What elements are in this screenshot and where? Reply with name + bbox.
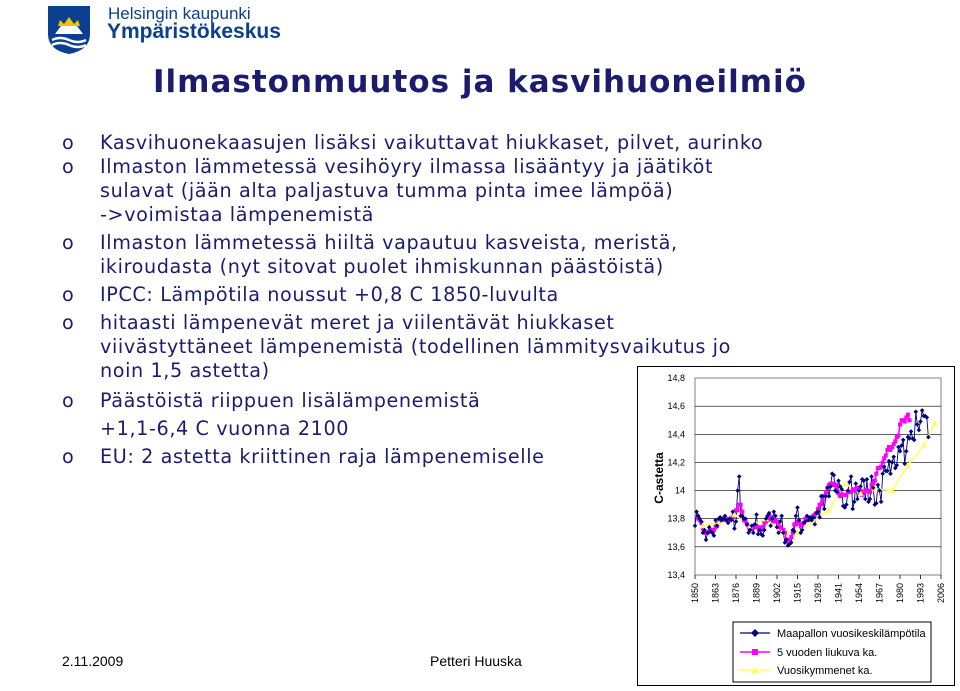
x-tick-label: 1889 — [751, 583, 762, 604]
bullet-line: ikiroudasta (nyt sitovat puolet ihmiskunnan päästöistä) — [100, 255, 664, 278]
bullet-marker: o — [62, 131, 75, 154]
legend-label-moving-average: 5 vuoden liukuva ka. — [777, 647, 878, 659]
moving-average-point — [821, 498, 825, 502]
x-tick-label: 1876 — [731, 583, 741, 604]
x-tick-label: 1967 — [874, 583, 885, 604]
y-axis-label: C-astetta — [652, 452, 666, 504]
legend-label-decadal: Vuosikymmenet ka. — [777, 665, 873, 677]
plot-area — [695, 378, 941, 575]
y-tick-label: 14,6 — [667, 401, 685, 412]
y-tick-label: 13,4 — [667, 570, 685, 580]
moving-average-point — [736, 508, 740, 512]
moving-average-point — [908, 418, 912, 422]
bullet-marker: o — [62, 311, 75, 334]
legend-marker-moving-average — [752, 649, 758, 655]
x-tick-label: 2006 — [936, 583, 946, 604]
moving-average-point — [824, 490, 828, 494]
x-tick-label: 1980 — [895, 583, 905, 604]
moving-average-point — [893, 439, 897, 443]
temperature-chart-svg — [637, 366, 955, 686]
moving-average-point — [819, 503, 823, 507]
bullet-line: noin 1,5 astetta) — [100, 359, 270, 382]
x-tick-label: 1902 — [772, 583, 782, 604]
bullet-line: Päästöistä riippuen lisälämpenemistä — [100, 389, 481, 412]
x-tick-label: 1954 — [854, 583, 864, 604]
helsinki-crest-icon — [46, 4, 92, 56]
footer-date: 2.11.2009 — [62, 653, 124, 669]
bullet-line: Kasvihuonekaasujen lisäksi vaikuttavat hiukkaset, pilvet, aurinko — [100, 131, 764, 154]
x-tick-label: 1850 — [690, 583, 700, 604]
bullet-marker: o — [62, 231, 75, 254]
moving-average-point — [884, 453, 888, 457]
bullet-marker: o — [62, 283, 75, 306]
bullet-line: Ilmaston lämmetessä hiiltä vapautuu kasveista, meristä, — [100, 231, 678, 254]
moving-average-point — [906, 413, 910, 417]
bullet-line: IPCC: Lämpötila noussut +0,8 C 1850-luvulta — [100, 283, 559, 306]
logo-department-name: Ympäristökeskus — [107, 20, 281, 43]
moving-average-point — [740, 510, 744, 514]
temperature-chart — [637, 366, 955, 686]
y-tick-label: 14,2 — [667, 457, 685, 468]
y-tick-label: 13,8 — [667, 513, 685, 524]
x-tick-label: 1915 — [792, 583, 803, 604]
y-tick-label: 14,4 — [667, 429, 685, 440]
bullet-line: viivästyttäneet lämpenemistä (todellinen lämmitysvaikutus jo — [100, 335, 731, 358]
x-tick-label: 1863 — [710, 583, 721, 604]
bullet-marker: o — [62, 155, 75, 178]
bullet-line: hitaasti lämpenevät meret ja viilentävät hiukkaset — [100, 311, 615, 334]
bullet-line: EU: 2 astetta kriittinen raja lämpenemiselle — [100, 445, 545, 468]
moving-average-point — [898, 422, 902, 426]
moving-average-point — [739, 503, 743, 507]
moving-average-point — [896, 434, 900, 438]
x-tick-label: 1928 — [813, 583, 823, 604]
bullet-marker: o — [62, 445, 75, 468]
moving-average-point — [874, 472, 878, 476]
footer-author: Petteri Huuska — [430, 653, 522, 669]
moving-average-point — [868, 490, 872, 494]
x-tick-label: 1941 — [833, 583, 844, 604]
bullet-item — [62, 155, 942, 227]
legend-label-annual: Maapallon vuosikeskilämpötila — [777, 628, 926, 640]
bullet-item — [62, 231, 942, 279]
moving-average-point — [789, 535, 793, 539]
moving-average-point — [873, 479, 877, 483]
y-tick-label: 14 — [674, 485, 685, 496]
bullet-line: ->voimistaa lämpenemistä — [100, 203, 375, 226]
bullet-item — [62, 131, 942, 155]
bullet-line: Ilmaston lämmetessä vesihöyry ilmassa lisääntyy ja jäätiköt — [100, 155, 714, 178]
moving-average-point — [903, 420, 907, 424]
moving-average-point — [881, 460, 885, 464]
bullet-item — [62, 283, 942, 307]
logo-city-name: Helsingin kaupunki — [108, 4, 251, 23]
y-tick-label: 14,8 — [667, 373, 685, 383]
bullet-marker: o — [62, 389, 75, 412]
x-tick-label: 1993 — [915, 583, 926, 604]
y-tick-label: 13,6 — [667, 541, 685, 552]
bullet-line: +1,1-6,4 C vuonna 2100 — [100, 417, 350, 440]
bullet-line: sulavat (jään alta paljastuva tumma pinta imee lämpöä) — [100, 179, 674, 202]
slide-title: Ilmastonmuutos ja kasvihuoneilmiö — [153, 64, 807, 100]
